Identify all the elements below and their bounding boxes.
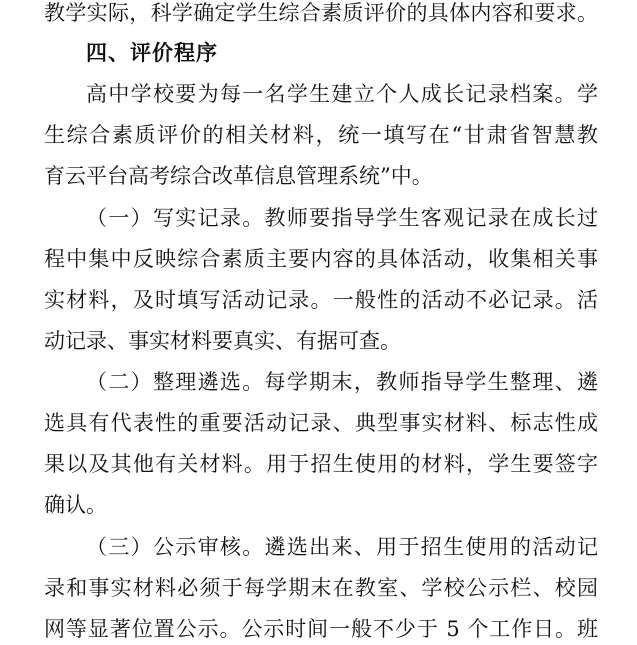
paragraph-1-line-3: 育云平台高考综合改革信息管理系统”中。 <box>44 164 433 188</box>
paragraph-1-line-1: 高中学校要为每一名学生建立个人成长记录档案。学 <box>86 82 598 106</box>
paragraph-1-line-2: 生综合素质评价的相关材料，统一填写在“甘肃省智慧教 <box>44 123 598 147</box>
paragraph-2-line-2: 程中集中反映综合素质主要内容的具体活动，收集相关事 <box>44 247 598 271</box>
paragraph-3-line-4: 确认。 <box>44 493 107 517</box>
paragraph-4-line-3: 网等显著位置公示。公示时间一般不少于 5 个工作日。班 <box>44 617 598 641</box>
paragraph-3-line-2: 选具有代表性的重要活动记录、典型事实材料、标志性成 <box>44 411 598 435</box>
paragraph-2-line-1: （一）写实记录。教师要指导学生客观记录在成长过 <box>86 206 598 230</box>
section-heading-evaluation-procedure: 四、评价程序 <box>86 41 218 65</box>
paragraph-2-line-3: 实材料，及时填写活动记录。一般性的活动不必记录。活 <box>44 288 598 312</box>
paragraph-2-line-4: 动记录、事实材料要真实、有据可查。 <box>44 329 401 353</box>
paragraph-3-line-3: 果以及其他有关材料。用于招生使用的材料，学生要签字 <box>44 452 598 476</box>
paragraph-4-line-1: （三）公示审核。遴选出来、用于招生使用的活动记 <box>86 535 598 559</box>
text-line-1: 教学实际，科学确定学生综合素质评价的具体内容和要求。 <box>44 1 598 25</box>
paragraph-3-line-1: （二）整理遴选。每学期末，教师指导学生整理、遴 <box>86 370 598 394</box>
paragraph-4-line-2: 录和事实材料必须于每学期末在教室、学校公示栏、校园 <box>44 576 598 600</box>
